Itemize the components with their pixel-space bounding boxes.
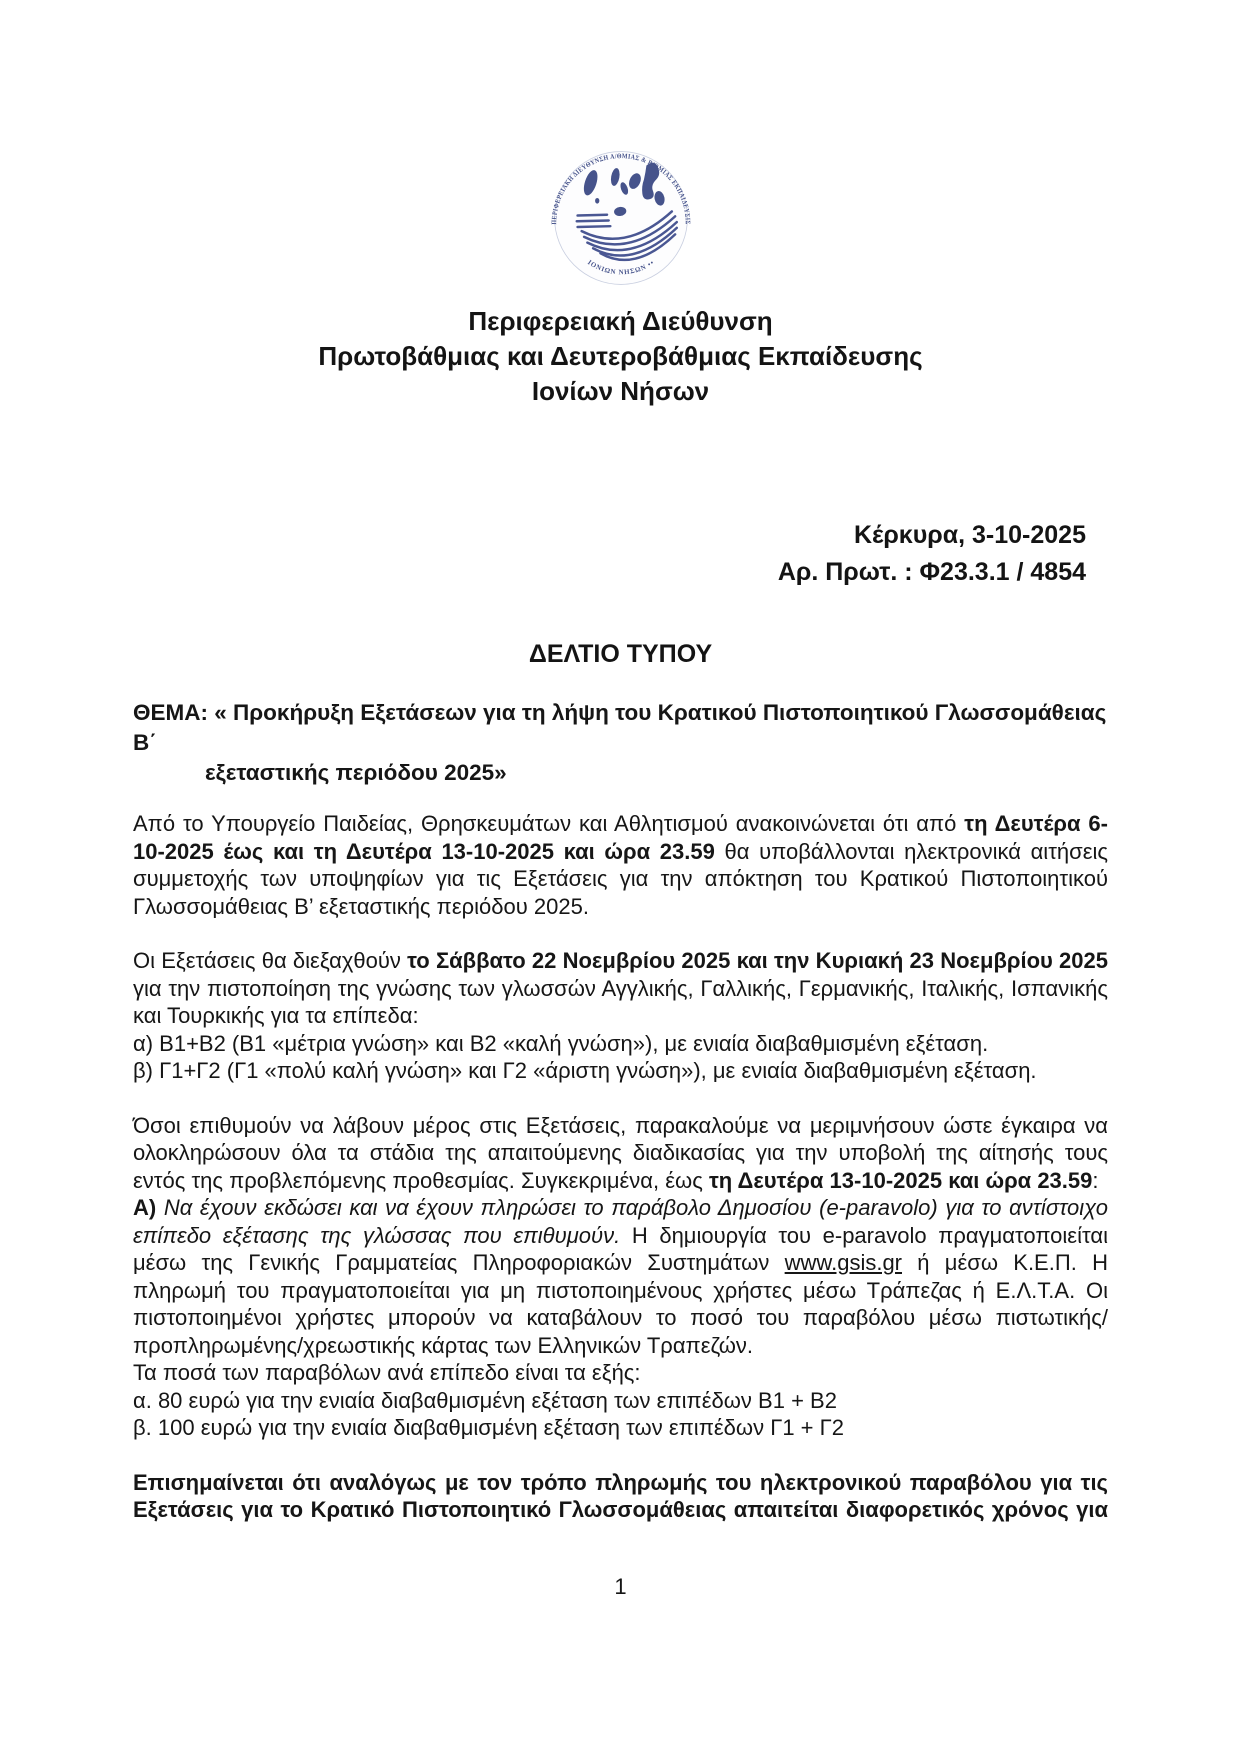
fee-item-b1b2: α. 80 ευρώ για την ενιαία διαβαθμισμένη εξέταση των επιπέδων Β1 + Β2	[133, 1387, 837, 1413]
text-run: :	[1092, 1167, 1099, 1193]
org-header	[0, 304, 1241, 409]
paragraph-exam-dates	[133, 947, 1108, 1030]
text-run-bold: το Σάββατο 22 Νοεμβρίου 2025 και την Κυριακή 23 Νοεμβρίου 2025	[407, 948, 1108, 973]
fees-intro: Τα ποσά των παραβόλων ανά επίπεδο είναι τα εξής:	[133, 1360, 641, 1385]
org-header-line2: Πρωτοβάθμιας και Δευτεροβάθμιας Εκπαίδευσης	[318, 341, 923, 371]
text-run-bold: Α)	[133, 1195, 164, 1220]
level-item-c1c2: β) Γ1+Γ2 (Γ1 «πολύ καλή γνώση» και Γ2 «άριστη γνώση»), με ενιαία διαβαθμισμένη εξέταση.	[133, 1058, 1037, 1083]
paragraph-announcement	[133, 810, 1108, 920]
document-content	[0, 517, 1241, 1524]
text-run: θα υποβάλλονται ηλεκτρονικά αιτήσεις συμμετοχής των υποψηφίων για τις Εξετάσεις για την απόκτηση του Κρατικού Πιστοποιητικού Γλωσσομάθειας Β’ εξεταστικής περιόδου 2025.	[133, 838, 1109, 919]
text-run: Από το Υπουργείο Παιδείας, Θρησκευμάτων και Αθλητισμού ανακοινώνεται ότι από	[133, 811, 965, 836]
subject-block	[133, 698, 1108, 788]
meta-block	[133, 517, 1108, 591]
text-run: Οι Εξετάσεις θα διεξαχθούν	[133, 948, 408, 973]
paragraph-payment-note: Επισημαίνεται ότι αναλόγως με τον τρόπο πληρωμής του ηλεκτρονικού παραβόλου για τις Εξετάσεις για το Κρατικό Πιστοποιητικό Γλωσσομάθειας απαιτείται διαφορετικός χρόνος για	[133, 1469, 1108, 1522]
text-run: ή μέσω Κ.Ε.Π. Η πληρωμή του πραγματοποιείται για μη πιστοποιημένους χρήστες μέσω Τράπεζας ή Ε.Λ.Τ.Α. Οι πιστοποιημένοι χρήστες μπορούν να καταβάλουν το ποσό του παραβόλου μέσω πιστωτικής/προπληρωμένης/χρεωστικής κάρτας των Ελληνικών Τραπεζών.	[133, 1250, 1108, 1358]
level-item-b1b2: α) Β1+Β2 (Β1 «μέτρια γνώση» και Β2 «καλή γνώση»), με ενιαία διαβαθμισμένη εξέταση.	[133, 1030, 989, 1056]
paragraph-deadline	[133, 1112, 1108, 1195]
document-title: ΔΕΛΤΙΟ ΤΥΠΟΥ	[528, 640, 713, 668]
org-header-line3: Ιονίων Νήσων	[531, 376, 710, 406]
text-run-italic: Να έχουν εκδώσει και να έχουν πληρώσει το παράβολο Δημοσίου (e-paravolo) για το αντίστοιχο επίπεδο εξέτασης της γλώσσας που επιθυμούν.	[133, 1195, 1108, 1248]
subject-line2: εξεταστικής περιόδου 2025»	[205, 760, 507, 785]
regional-directorate-seal-icon	[539, 136, 703, 300]
text-run: Όσοι επιθυμούν να λάβουν μέρος στις Εξετάσεις, παρακαλούμε να μεριμνήσουν ώστε έγκαιρα να ολοκληρώσουν όλα τα στάδια της απαιτούμενης διαδικασίας για την υποβολή της αίτησής τους εντός της προβλεπόμενης προθεσμίας. Συγκεκριμένα, έως	[133, 1112, 1108, 1193]
page-number: 1	[614, 1574, 627, 1599]
org-header-line1: Περιφερειακή Διεύθυνση	[468, 306, 773, 336]
gsis-link[interactable]: www.gsis.gr	[784, 1250, 902, 1275]
fee-item-c1c2: β. 100 ευρώ για την ενιαία διαβαθμισμένη εξέταση των επιπέδων Γ1 + Γ2	[133, 1415, 844, 1440]
seal-ring-text-bottom: ΙΟΝΙΩΝ ΝΗΣΩΝ ••	[585, 259, 656, 277]
text-run: για την πιστοποίηση της γνώσης των γλωσσών Αγγλικής, Γαλλικής, Γερμανικής, Ιταλικής, Ισπανικής και Τουρκικής για τα επίπεδα:	[133, 975, 1108, 1028]
text-run-bold: τη Δευτέρα 6-10-2025 έως και τη Δευτέρα 13-10-2025 και ώρα 23.59	[133, 811, 1108, 864]
text-run: Η δημιουργία του e-paravolo πραγματοποιείται μέσω της Γενικής Γραμματείας Πληροφοριακών Συστημάτων	[133, 1222, 1108, 1275]
place-date: Κέρκυρα, 3-10-2025	[854, 521, 1086, 549]
subject-line1: ΘΕΜΑ: « Προκήρυξη Εξετάσεων για τη λήψη του Κρατικού Πιστοποιητικού Γλωσσομάθειας Β΄	[133, 700, 1107, 755]
text-run-bold: τη Δευτέρα 13-10-2025 και ώρα 23.59	[708, 1167, 1093, 1193]
seal-ring-text-top: ΠΕΡΙΦΕΡΕΙΑΚΗ ΔΙΕΥΘΥΝΣΗ Α/ΘΜΙΑΣ & Β/ΘΜΙΑΣ ΕΚΠΑΙΔΕΥΣΙΣ	[550, 153, 691, 226]
protocol-number: Αρ. Πρωτ. : Φ23.3.1 / 4854	[777, 558, 1086, 586]
paragraph-eparavolo	[133, 1194, 1108, 1359]
logo-row	[0, 0, 1241, 300]
